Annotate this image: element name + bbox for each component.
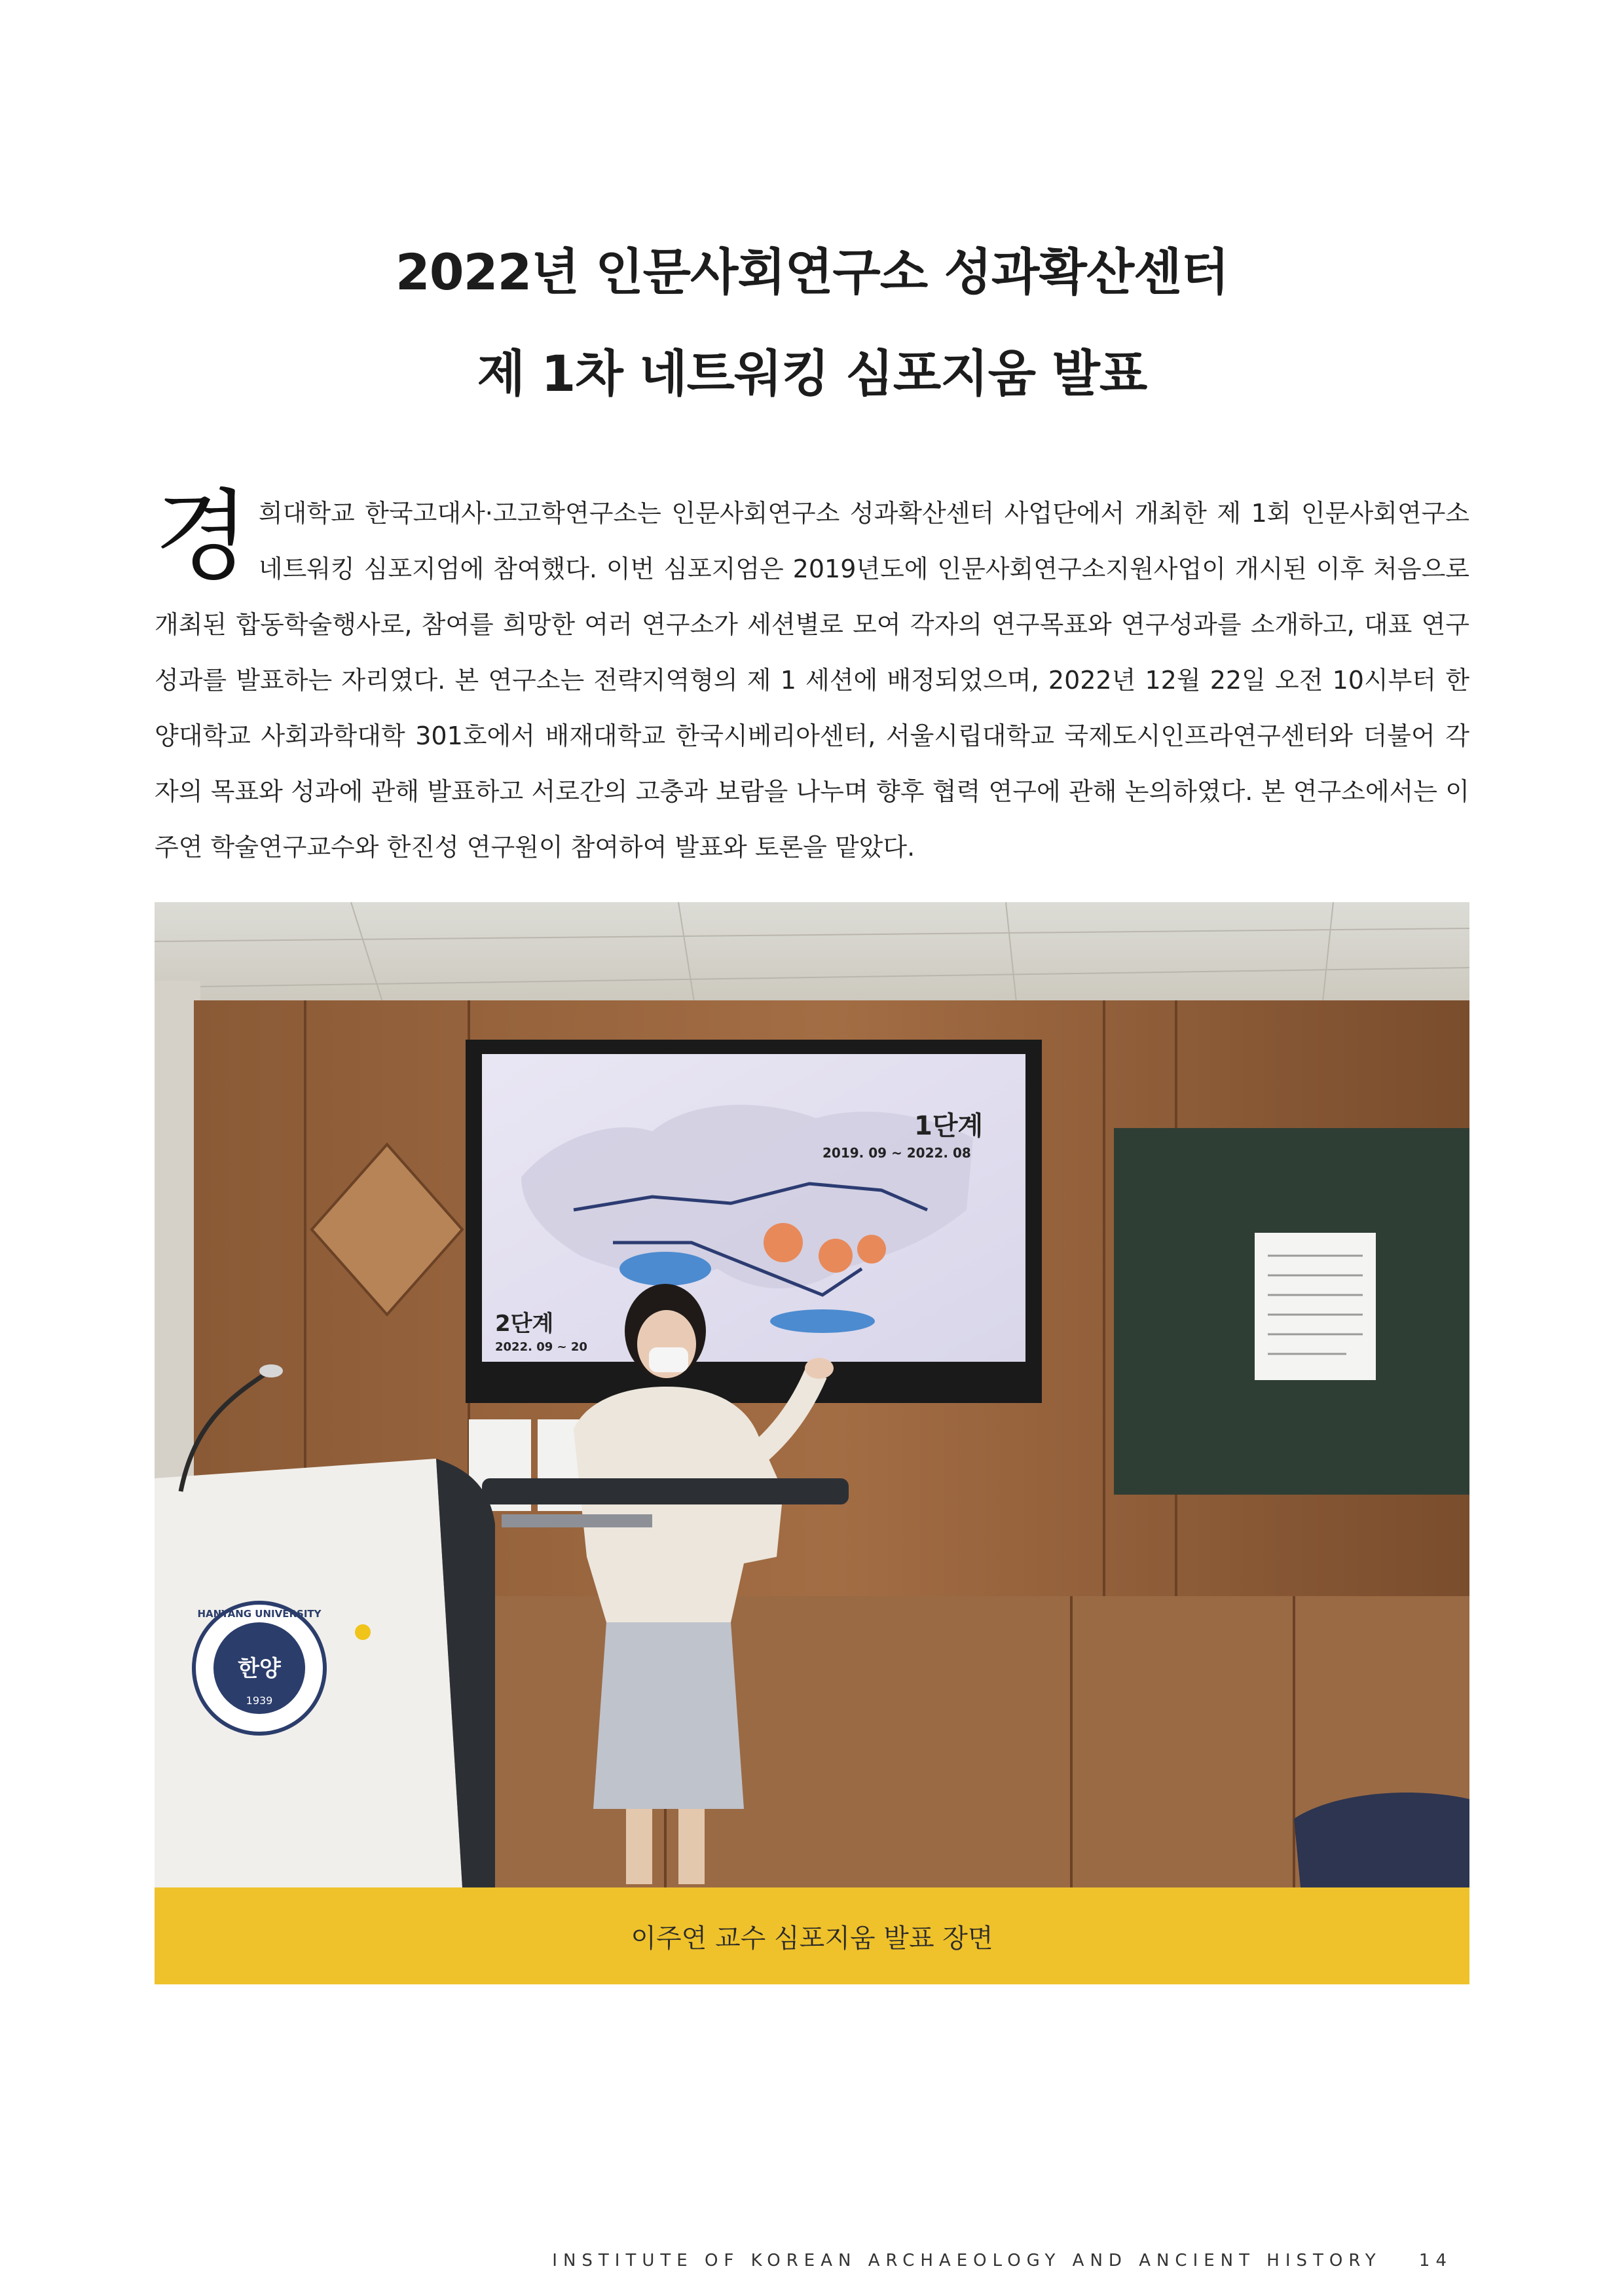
page-number: 14 [1418, 2251, 1452, 2270]
photo-caption [155, 1887, 1469, 1984]
podium-logo-text: 한양 [238, 1656, 281, 1682]
page-title-line-1: 2022년 인문사회연구소 성과확산센터 [395, 243, 1229, 301]
page-footer [552, 2251, 1452, 2270]
body-paragraph [155, 480, 1469, 875]
body-text: 희대학교 한국고대사·고고학연구소는 인문사회연구소 성과확산센터 사업단에서 개최한 제 1회 인문사회연구소 네트워킹 심포지엄에 참여했다. 이번 심포지엄은 2019년도에 인문사회연구소지원사업이 개시된 이후 처음으로 개최된 합동학술행사로, 참여를 희망한 여러 연구소가 세션별로 모여 각자의 연구목표와 연구성과를 소개하고, 대표 연구성과를 발표하는 자리였다. 본 연구소는 전략지역형의 제 1 세션에 배정되었으며, 2022년 12월 22일 오전 10시부터 한양대학교 사회과학대학 301호에서 배재대학교 한국시베리아센터, 서울시립대학교 국제도시인프라연구센터와 더불어 각자의 목표와 성과에 관해 발표하고 서로간의 고충과 보람을 나누며 향후 협력 연구에 관해 논의하였다. 본 연구소에서는 이주연 학술연구교수와 한진성 연구원이 참여하여 발표와 토론을 맡았다. [155, 499, 1469, 862]
drop-cap: 경 [155, 480, 249, 594]
caption-text: 이주연 교수 심포지움 발표 장면 [631, 1923, 993, 1954]
page-title-line-2: 제 1차 네트워킹 심포지움 발표 [477, 344, 1147, 403]
footer-institute-name: INSTITUTE OF KOREAN ARCHAEOLOGY AND ANCIENT HISTORY [552, 2251, 1382, 2270]
screen-stage1-label: 1단계 [914, 1111, 984, 1141]
podium-university-label: HANYANG UNIVERSITY [197, 1608, 322, 1620]
screen-period1-label: 2019. 09 ~ 2022. 08 [822, 1145, 971, 1161]
screen-period2-label: 2022. 09 ~ 20 [495, 1340, 587, 1354]
screen-stage2-label: 2단계 [495, 1311, 554, 1337]
presentation-photo [155, 902, 1469, 1887]
podium-year-text: 1939 [246, 1694, 273, 1707]
